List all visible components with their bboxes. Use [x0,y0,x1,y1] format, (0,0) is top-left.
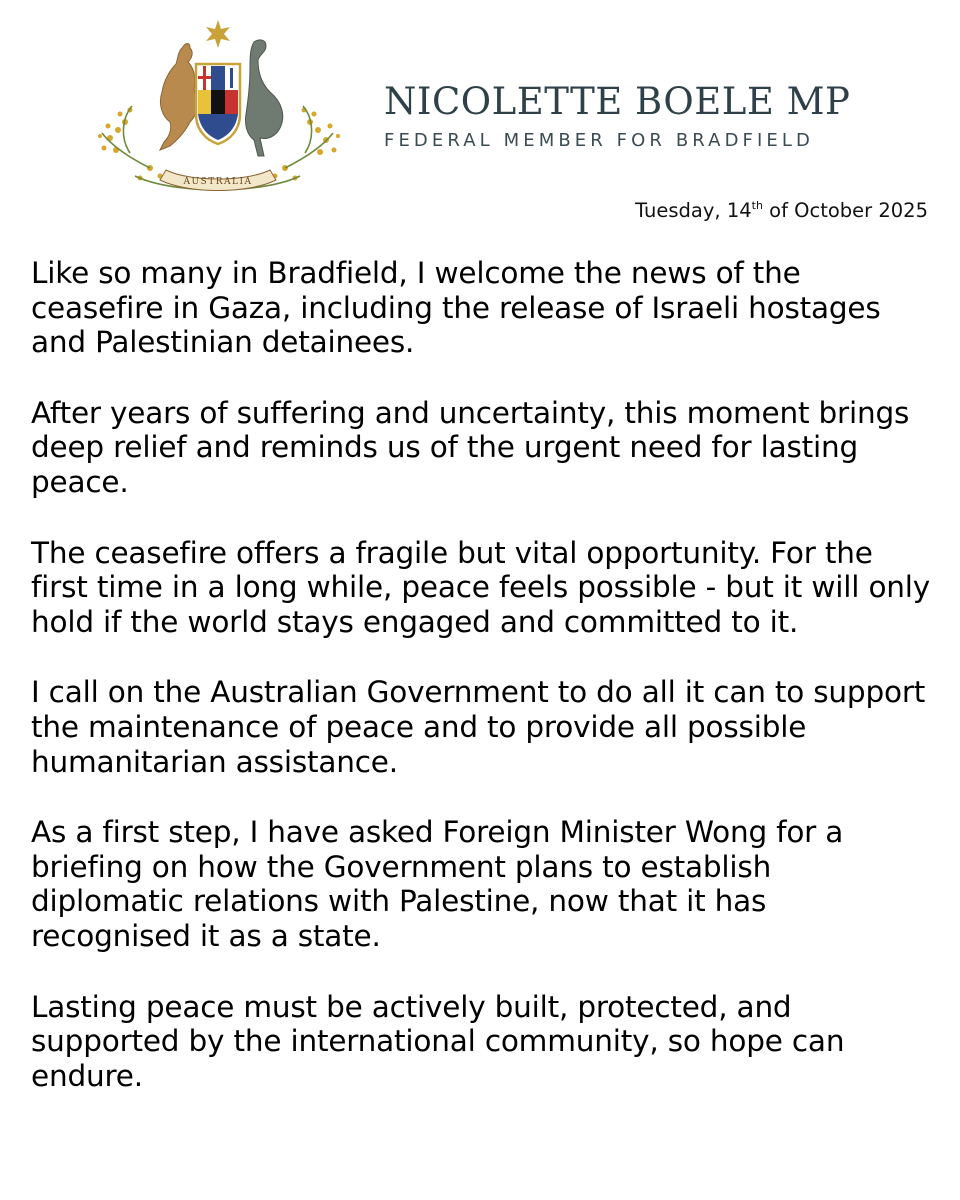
date-rest: of October 2025 [762,199,928,222]
paragraph: As a first step, I have asked Foreign Minister Wong for a briefing on how the Government plans to establish diplomatic relations with Palestine, now that it has recognised it as a state. [31,815,844,953]
mp-name: NICOLETTE BOELE MP [384,80,851,123]
paragraph: I call on the Australian Government to do all it can to support the maintenance of peace and to provide all possible humanitarian assistance. [31,675,926,779]
paragraph: The ceasefire offers a fragile but vital opportunity. For the first time in a long while, peace feels possible - but it will only hold if the world stays engaged and committed to it. [31,535,931,639]
emu-icon [245,40,282,156]
mp-title: FEDERAL MEMBER FOR BRADFIELD [384,130,814,151]
star-icon [206,20,230,48]
shield-icon [196,64,240,144]
coat-of-arms-logo [90,18,345,198]
statement-date [635,199,928,222]
paragraph: Like so many in Bradfield, I welcome the news of the ceasefire in Gaza, including the release of Israeli hostages and Palestinian detainees. [31,256,881,360]
kangaroo-icon [160,44,197,151]
statement-body [31,256,931,1129]
scroll-text: AUSTRALIA [183,177,253,187]
date-ordinal: th [751,199,763,212]
letterhead [384,82,850,151]
paragraph: After years of suffering and uncertainty, this moment brings deep relief and reminds us of the urgent need for lasting peace. [31,395,910,499]
paragraph: Lasting peace must be actively built, protected, and supported by the international community, so hope can endure. [31,989,845,1093]
date-prefix: Tuesday, 14 [635,199,752,222]
